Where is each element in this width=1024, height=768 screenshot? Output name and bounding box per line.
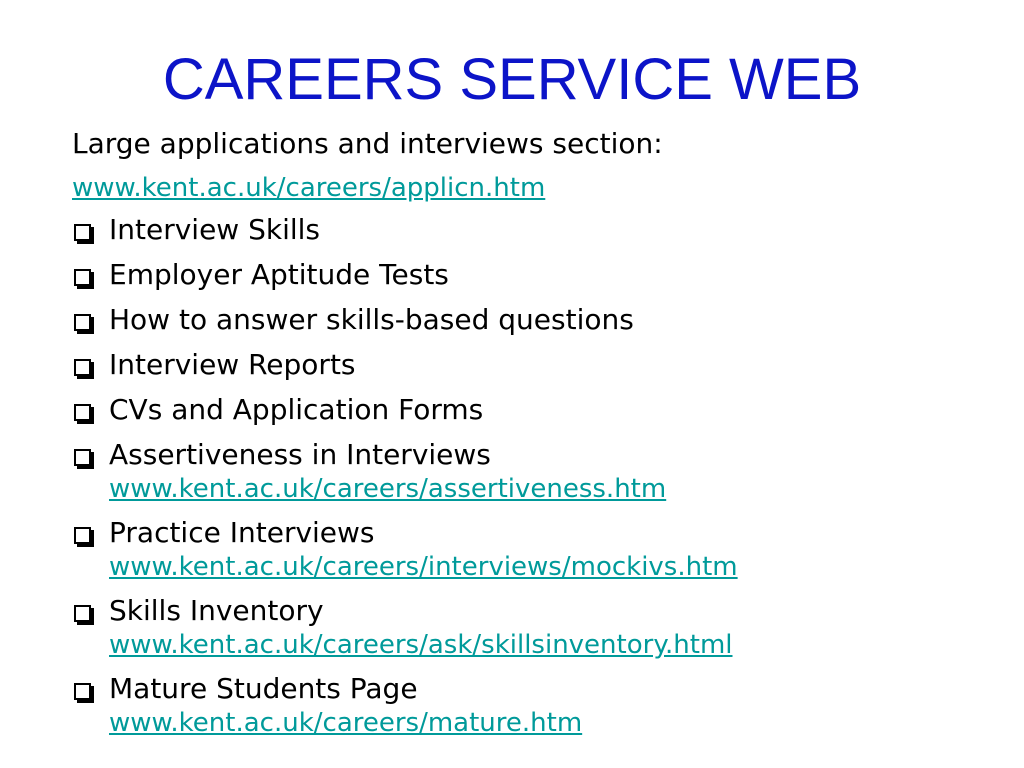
list-item-label: Assertiveness in Interviews bbox=[109, 438, 491, 471]
list-item bbox=[72, 210, 1002, 250]
mature-students-link[interactable]: www.kent.ac.uk/careers/mature.htm bbox=[109, 708, 583, 738]
list-item bbox=[72, 390, 1002, 430]
list-item-label: Mature Students Page bbox=[109, 672, 418, 705]
checkbox-square-icon bbox=[74, 359, 91, 376]
list-item-label: Skills Inventory bbox=[109, 594, 324, 627]
resource-list bbox=[72, 210, 1002, 741]
list-item bbox=[72, 435, 1002, 507]
checkbox-square-icon bbox=[74, 224, 91, 241]
checkbox-square-icon bbox=[74, 269, 91, 286]
list-item bbox=[72, 513, 1002, 585]
checkbox-square-icon bbox=[74, 683, 91, 700]
list-item-label: Interview Skills bbox=[109, 213, 321, 246]
list-item-label: Practice Interviews bbox=[109, 516, 375, 549]
list-item bbox=[72, 669, 1002, 741]
practice-interviews-link[interactable]: www.kent.ac.uk/careers/interviews/mockivs.htm bbox=[109, 552, 738, 582]
slide-title: CAREERS SERVICE WEB bbox=[162, 47, 862, 112]
list-item bbox=[72, 255, 1002, 295]
skills-inventory-link[interactable]: www.kent.ac.uk/careers/ask/skillsinventory.html bbox=[109, 630, 733, 660]
list-item-label: Employer Aptitude Tests bbox=[109, 258, 449, 291]
checkbox-square-icon bbox=[74, 605, 91, 622]
list-item bbox=[72, 300, 1002, 340]
list-item bbox=[72, 345, 1002, 385]
list-item bbox=[72, 591, 1002, 663]
checkbox-square-icon bbox=[74, 527, 91, 544]
checkbox-square-icon bbox=[74, 314, 91, 331]
applications-link[interactable]: www.kent.ac.uk/careers/applicn.htm bbox=[72, 173, 546, 203]
list-item-label: CVs and Application Forms bbox=[109, 393, 484, 426]
intro-text: Large applications and interviews section: bbox=[72, 127, 663, 160]
assertiveness-link[interactable]: www.kent.ac.uk/careers/assertiveness.htm bbox=[109, 474, 667, 504]
checkbox-square-icon bbox=[74, 449, 91, 466]
list-item-label: How to answer skills-based questions bbox=[109, 303, 634, 336]
slide-content bbox=[72, 122, 1002, 747]
checkbox-square-icon bbox=[74, 404, 91, 421]
list-item-label: Interview Reports bbox=[109, 348, 356, 381]
